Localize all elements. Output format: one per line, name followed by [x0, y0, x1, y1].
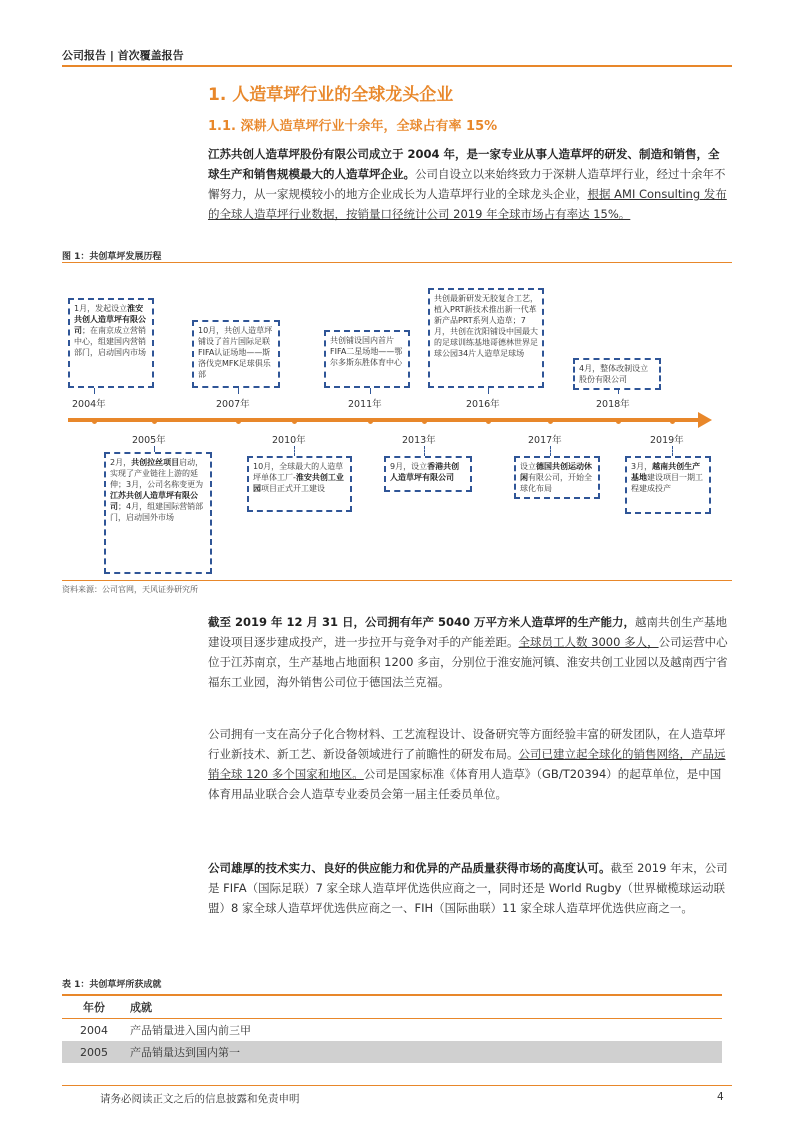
timeline-year-label: 2019年 — [650, 435, 684, 446]
timeline-event-text: 销中心，组建 — [74, 326, 146, 346]
timeline-event-text: 东胜体育中心 — [354, 358, 402, 367]
timeline-event-text: 有限公司， — [528, 473, 568, 482]
table-header-row — [62, 995, 722, 1019]
timeline-event-text: 开始全球化布局 — [520, 473, 592, 493]
timeline-event-text: 部门，启动国外市场 — [110, 502, 204, 522]
timeline-marker — [368, 419, 373, 424]
timeline-event-text: 7月，共创在沈阳铺设中 — [434, 316, 526, 336]
timeline-connector — [488, 388, 489, 394]
timeline-event-text: 国最大的足球训练基地哥 — [434, 327, 538, 347]
timeline-marker — [616, 419, 621, 424]
timeline-event-text: 4月，整体改制设立 — [579, 364, 649, 373]
rd-paragraph — [208, 724, 730, 804]
table-row — [62, 1041, 722, 1063]
intro-text: 公司自设立以来始终致力于深耕人造草坪行业，经过十余年不懈努力，从一家规模较小的地方企业成长为人造草坪行业的全球龙头企业， — [208, 167, 726, 201]
timeline-event-text: 共创拉丝项目 — [131, 458, 180, 467]
recognition-text: 截至 2019 年末，公司是 FIFA（国际足联）7 家全球人造草坪优选供应商之一，同时还是 World Rugby（世界橄榄球运动联盟）8 家全球人造草坪优选供应商之一、FIH（国际曲联）11 家全球人造草坪优选供应商之一。 — [208, 861, 728, 915]
timeline-event-text: 淮 — [295, 473, 304, 482]
timeline-event-text: 际足联FIFA认证场 — [198, 337, 270, 357]
timeline-marker — [92, 419, 97, 424]
rd-underlined-text: 公司已建立起全球化的销售网络，产品远销全球 120 多个国家和地区。 — [208, 747, 726, 781]
table-cell-achievement: 产品销量进入国内前三甲 — [130, 1024, 251, 1037]
timeline-event-text: 启动，实现了产业链 — [110, 458, 204, 478]
figure-bottom-rule — [62, 580, 732, 581]
timeline-event-text: 3月，公司名称变更 — [126, 480, 196, 489]
timeline-event-box — [324, 330, 410, 388]
timeline-event-text: 安共创工业园 — [253, 473, 344, 493]
timeline-event-text: 香港共 — [427, 462, 452, 471]
figure-source: 资料来源：公司官网，天风证券研究所 — [62, 585, 198, 594]
timeline-event-box — [573, 358, 661, 390]
timeline-connector — [94, 388, 95, 394]
timeline-event-text: 2月， — [110, 458, 132, 467]
timeline-event-text: 10月，共创人造草 — [198, 326, 265, 335]
timeline-event-text: ； — [82, 326, 90, 335]
timeline-event-text: 新一代革新产品PRT系列 — [434, 305, 537, 325]
development-timeline — [62, 262, 732, 580]
timeline-event-text: MFK足球俱乐部 — [198, 359, 271, 379]
timeline-year-label: 2018年 — [596, 399, 630, 410]
timeline-connector — [238, 388, 239, 394]
timeline-event-text: 越南共创 — [652, 462, 685, 471]
intro-paragraph — [208, 144, 730, 224]
report-header: 公司报告 | 首次覆盖报告 — [62, 49, 184, 62]
timeline-event-text: 项目正 — [261, 484, 285, 493]
intro-underlined-text: 根据 AMI Consulting 发布的全球人造草坪行业数据，按销量口径统计公司 2019 年全球市场占有率达 15%。 — [208, 187, 727, 221]
timeline-event-text: 片FIFA二星场 — [330, 336, 394, 356]
timeline-marker — [548, 419, 553, 424]
timeline-event-box — [428, 288, 544, 388]
table-cell-achievement: 产品销量达到国内第一 — [130, 1046, 240, 1059]
timeline-event-text: 为 — [195, 480, 204, 489]
timeline-event-box — [68, 298, 154, 388]
timeline-event-text: 德林世界足球公园34片人 — [434, 338, 538, 358]
timeline-event-text: 设立 — [520, 462, 536, 471]
timeline-connector — [672, 446, 673, 456]
timeline-event-box — [247, 456, 352, 512]
timeline-marker — [292, 419, 297, 424]
timeline-connector — [424, 446, 425, 456]
footer-divider — [62, 1085, 732, 1086]
timeline-event-box — [514, 456, 600, 499]
timeline-event-text: ； — [118, 502, 126, 511]
timeline-event-box — [625, 456, 711, 514]
rd-text-2: 公司是国家标准《体育用人造草》（GB/T20394）的起草单位，是中国体育用品业联合会人造草专业委员会第一届主任委员单位。 — [208, 767, 722, 801]
timeline-event-text: 造草坪单体工厂- — [253, 462, 344, 482]
capacity-bold-text: 截至 2019 年 12 月 31 日，公司拥有年产 5040 万平方米人造草坪的生产能力， — [208, 615, 636, 629]
timeline-event-text: 淮安共创人造 — [74, 304, 144, 324]
timeline-year-label: 2004年 — [72, 399, 106, 410]
timeline-event-text: 共创最新研发无胶复合工 — [434, 294, 522, 303]
timeline-event-text: 式开工建设 — [285, 484, 325, 493]
timeline-year-label: 2010年 — [272, 435, 306, 446]
timeline-event-text: 有限公司 — [110, 491, 198, 511]
table-title: 表 1：共创草坪所获成就 — [62, 980, 162, 990]
timeline-event-box — [384, 456, 472, 492]
recognition-bold-text: 公司雄厚的技术实力、良好的供应能力和优异的产品质量获得市场的高度认可。 — [208, 861, 611, 875]
timeline-arrow-icon — [698, 412, 712, 428]
timeline-marker — [422, 419, 427, 424]
figure-title: 图 1：共创草坪发展历程 — [62, 252, 162, 262]
timeline-event-text: 在南京成立营 — [90, 326, 138, 335]
timeline-year-label: 2016年 — [466, 399, 500, 410]
timeline-event-text: 股份有限公司 — [579, 375, 627, 384]
timeline-year-label: 2007年 — [216, 399, 250, 410]
intro-bold-text: 江苏共创人造草坪股份有限公司成立于 2004 年，是一家专业从事人造草坪的研发、制造和销售，全球生产和销售规模最大的人造草坪企业。 — [208, 147, 720, 181]
timeline-event-box — [104, 452, 212, 574]
capacity-text-2: 公司运营中心位于江苏南京，生产基地占地面积 1200 多亩，分别位于淮安施河镇、淮安共创工业园以及越南西宁省福东工业园，海外销售公司位于德国法兰克福。 — [208, 635, 728, 689]
timeline-year-label: 2013年 — [402, 435, 436, 446]
timeline-event-text: 造草足球场 — [484, 349, 525, 358]
table-header-year: 年份 — [83, 1001, 105, 1014]
rd-text: 公司拥有一支在高分子化合物材料、工艺流程设计、设备研究等方面经验丰富的研发团队，在人造草坪行业新技术、新工艺、新设备领域进行了前瞻性的研发布局。 — [208, 727, 726, 761]
table-cell-year: 2004 — [80, 1023, 108, 1037]
timeline-event-text: 目一期工程建成 — [631, 473, 703, 493]
timeline-marker — [236, 419, 241, 424]
timeline-year-label: 2005年 — [132, 435, 166, 446]
table-header-achievement: 成就 — [130, 1001, 152, 1014]
capacity-text: 越南共创生产基地建设项目逐步建成投产，进一步拉开与竞争对手的产能差距。 — [208, 615, 728, 649]
timeline-event-text: ，启动国内市场 — [90, 348, 146, 357]
timeline-event-text: 10月，全球最大的人 — [253, 462, 328, 471]
achievements-table — [62, 994, 722, 1063]
timeline-year-label: 2011年 — [348, 399, 382, 410]
timeline-connector — [550, 446, 551, 456]
timeline-event-text: 生产基地 — [631, 462, 701, 482]
timeline-connector — [370, 388, 371, 394]
timeline-event-text: 1月，发起设立 — [74, 304, 128, 313]
page-number: 4 — [717, 1091, 724, 1103]
timeline-marker — [486, 419, 491, 424]
capacity-underlined-text: 全球员工人数 3000 多人， — [518, 635, 659, 649]
timeline-event-text: 9月，设立 — [390, 462, 428, 471]
subsection-title: 1.1. 深耕人造草坪行业十余年，全球占有率 15% — [208, 119, 498, 134]
timeline-event-text: 地——斯洛伐克 — [198, 348, 271, 368]
timeline-event-text: 地——鄂尔多斯 — [330, 347, 403, 367]
header-divider — [62, 65, 732, 67]
table-row — [62, 1019, 722, 1042]
footer-disclaimer: 请务必阅读正文之后的信息披露和免责申明 — [100, 1093, 300, 1105]
timeline-event-text: 往上游的延伸； — [110, 469, 198, 489]
timeline-event-text: 3月， — [631, 462, 653, 471]
timeline-event-text: 坪铺设了首片国 — [198, 326, 273, 346]
timeline-marker — [152, 419, 157, 424]
recognition-paragraph — [208, 858, 730, 918]
timeline-marker — [670, 419, 675, 424]
timeline-event-text: 国内营销部门 — [74, 337, 146, 357]
timeline-year-label: 2017年 — [528, 435, 562, 446]
section-title: 1. 人造草坪行业的全球龙头企业 — [208, 85, 454, 105]
capacity-paragraph — [208, 612, 730, 692]
timeline-event-text: 建设项 — [647, 473, 671, 482]
timeline-event-text: 人造草； — [488, 316, 521, 325]
timeline-event-box — [192, 320, 280, 388]
timeline-event-text: 4月，组建国际营销 — [126, 502, 196, 511]
timeline-event-text: 动休闲 — [520, 462, 592, 482]
timeline-event-text: 江苏共创人造草坪 — [110, 491, 174, 500]
timeline-event-text: 共创铺设国内首 — [330, 336, 386, 345]
timeline-connector — [294, 446, 295, 456]
timeline-event-text: 德国共创运 — [536, 462, 576, 471]
table-cell-year: 2005 — [80, 1045, 108, 1059]
timeline-event-text: 投产 — [655, 484, 671, 493]
timeline-axis — [68, 418, 698, 422]
timeline-event-text: 艺，植入PRT新技术推出 — [434, 294, 538, 314]
timeline-event-text: 草坪有限公司 — [74, 315, 146, 335]
timeline-event-text: 创人造草坪有限公司 — [390, 462, 460, 482]
